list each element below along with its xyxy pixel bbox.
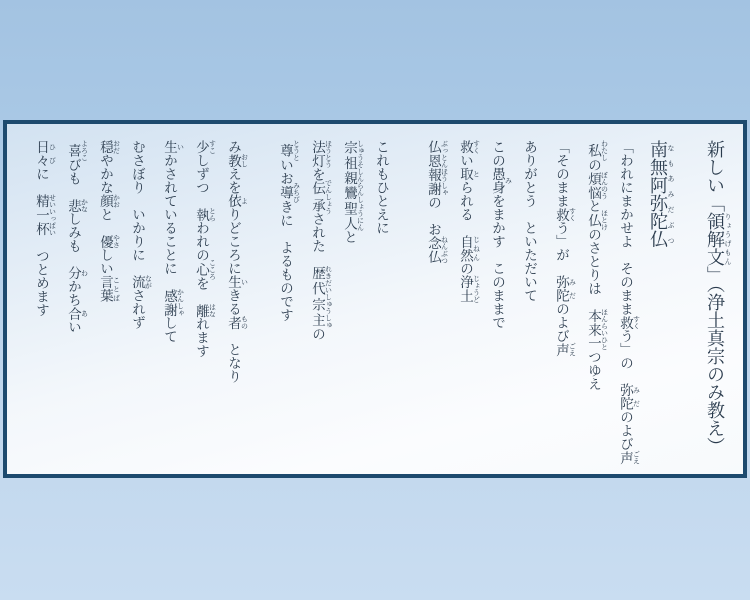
text-line-1: 南無阿弥陀仏 なもあみだぶつ bbox=[648, 140, 675, 248]
text-line-15: 生 いかされていることに 感謝 かんしゃして bbox=[162, 140, 185, 343]
ryogemon-sheet bbox=[3, 120, 747, 478]
text-line-2: 「われにまかせよ そのまま救 すくう」の 弥陀 みだのよび声 ごえ bbox=[618, 140, 641, 465]
text-line-11: 法灯 ほうとうを伝承 でんしょうされた 歴代宗主 れきだいしゅうしゅの bbox=[310, 140, 333, 341]
text-line-19: 日々 ひびに 精一杯 せいいっぱい つとめます bbox=[34, 140, 57, 317]
text-line-8: 仏恩報謝 ぶっとんほうしゃの お念仏 ねんぶつ bbox=[426, 140, 449, 264]
text-line-14: 少 すこしずつ 執 とらわれの心 こころを 離 はなれます bbox=[194, 140, 217, 358]
text-line-18: 喜 よろこびも 悲 かなしみも 分 わかち合 あい bbox=[66, 140, 89, 334]
text-line-5: ありがとう といただいて bbox=[522, 140, 537, 302]
text-line-6: この愚身 みをまかす このままで bbox=[490, 140, 513, 329]
text-line-9: これもひとえに bbox=[374, 140, 389, 235]
text-line-12: 尊 とうといお導 みちびきに よるものです bbox=[278, 140, 301, 322]
text-line-16: むさぼり いかりに 流 ながされず bbox=[130, 140, 153, 329]
text-line-13: み教 おしえを依 よりどころに生 いきる者 もの となり bbox=[226, 140, 249, 383]
text-line-4: 「そのまま救 すくう」が 弥陀 みだのよび声 ごえ bbox=[554, 140, 577, 357]
text-line-3: 私 わたしの煩悩 ぼんのうと仏 ほとけのさとりは 本来 ほんらい一 ひとつゆえ bbox=[586, 140, 609, 391]
text-line-10: 宗祖親鸞聖人 しゅうそしんらんしょうにんと bbox=[342, 140, 365, 244]
text-line-7: 救 すくい取 とられる 自然 じねんの浄土 じょうど bbox=[458, 140, 481, 303]
vertical-text-container bbox=[7, 124, 743, 474]
text-line-17: 穏 おだやかな顔 かおと 優 やさしい言葉 ことば bbox=[98, 140, 121, 303]
page-title: 新しい「領解文 りょうげもん」（浄土真宗のみ教え） bbox=[705, 140, 732, 455]
